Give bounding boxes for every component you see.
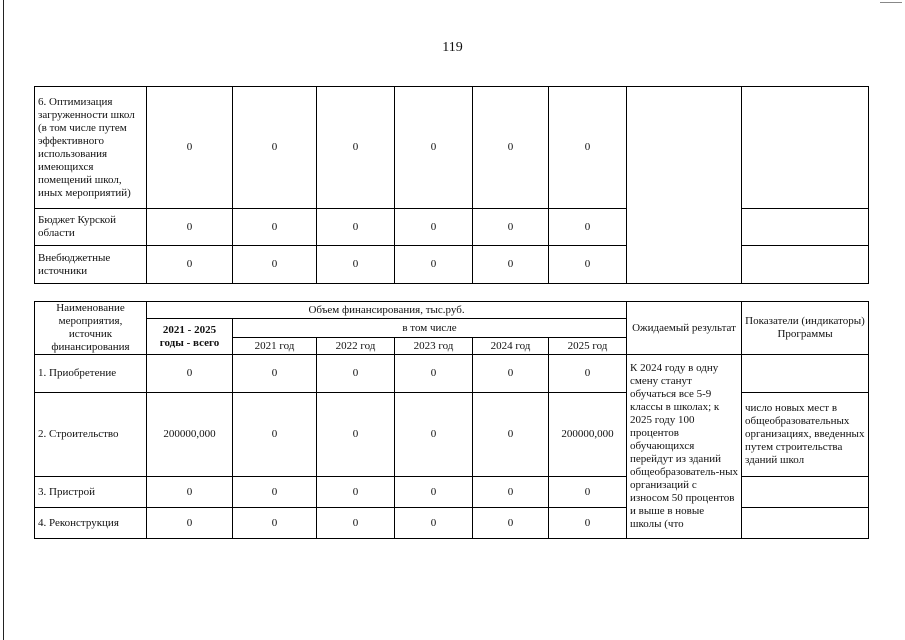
cell-2023: 0 — [395, 508, 473, 539]
header-year-2024: 2024 год — [473, 338, 549, 355]
cell-2022: 0 — [317, 209, 395, 246]
cell-total: 0 — [147, 209, 233, 246]
cell-2021: 0 — [233, 355, 317, 393]
cell-2024: 0 — [473, 87, 549, 209]
financing-table — [34, 301, 869, 539]
table-row — [35, 508, 869, 539]
indicator-cell — [742, 246, 869, 284]
cell-total: 0 — [147, 246, 233, 284]
table-row — [35, 209, 869, 246]
page-left-edge — [3, 0, 4, 640]
cell-total: 0 — [147, 87, 233, 209]
indicator-cell — [742, 355, 869, 393]
row-name-construction: 2. Строительство — [35, 393, 147, 477]
cell-2021: 0 — [233, 393, 317, 477]
cell-2022: 0 — [317, 508, 395, 539]
row-name-extrabudgetary: Внебюджетные источники — [35, 246, 147, 284]
cell-2023: 0 — [395, 477, 473, 508]
cell-2024: 0 — [473, 508, 549, 539]
cell-2024: 0 — [473, 393, 549, 477]
row-name-reconstruction: 4. Реконструкция — [35, 508, 147, 539]
row-name-regional-budget: Бюджет Курской области — [35, 209, 147, 246]
row-name-purchase: 1. Приобретение — [35, 355, 147, 393]
header-total-years: 2021 - 2025 — [162, 323, 217, 336]
scan-mark — [880, 2, 902, 3]
cell-2023: 0 — [395, 393, 473, 477]
cell-2025: 0 — [549, 246, 627, 284]
expected-result-cell — [627, 87, 742, 284]
cell-2023: 0 — [395, 87, 473, 209]
indicator-cell — [742, 209, 869, 246]
row-name-optimization: 6. Оптимизация загруженности школ (в том числе путем эффективного использования имеющихся помещений школ, иных мероприятий) — [35, 87, 147, 209]
cell-2022: 0 — [317, 246, 395, 284]
indicator-cell — [742, 87, 869, 209]
table-row — [35, 393, 869, 477]
header-year-2021: 2021 год — [233, 338, 317, 355]
cell-2024: 0 — [473, 209, 549, 246]
cell-2021: 0 — [233, 508, 317, 539]
cell-2025: 200000,000 — [549, 393, 627, 477]
indicator-text: число новых мест в общеобразовательных организациях, введенных путем строительства зданий школ — [742, 393, 869, 477]
header-activity-name: Наименование мероприятия, источник финансирования — [35, 302, 147, 355]
indicator-cell — [742, 508, 869, 539]
cell-total: 200000,000 — [147, 393, 233, 477]
cell-2024: 0 — [473, 355, 549, 393]
indicator-cell — [742, 477, 869, 508]
table-row — [35, 477, 869, 508]
cell-2024: 0 — [473, 246, 549, 284]
table-row — [35, 87, 869, 209]
expected-result-text: К 2024 году в одну смену станут обучаться все 5-9 классы в школах; к 2025 году 100 процентов обучающихся перейдут из зданий общеобразователь-ных организаций с износом 50 процентов и выше в новые школы (что — [627, 355, 742, 539]
cell-2021: 0 — [233, 477, 317, 508]
header-year-2023: 2023 год — [395, 338, 473, 355]
financing-table-continued — [34, 86, 869, 284]
cell-2022: 0 — [317, 477, 395, 508]
cell-2021: 0 — [233, 87, 317, 209]
header-total-suffix: годы - всего — [159, 336, 220, 349]
header-indicators: Показатели (индикаторы) Программы — [742, 302, 869, 355]
header-total-period — [147, 319, 233, 355]
table-row — [35, 246, 869, 284]
cell-2022: 0 — [317, 87, 395, 209]
header-year-2025: 2025 год — [549, 338, 627, 355]
cell-2025: 0 — [549, 508, 627, 539]
cell-2025: 0 — [549, 87, 627, 209]
header-funding-volume: Объем финансирования, тыс.руб. — [147, 302, 627, 319]
cell-2024: 0 — [473, 477, 549, 508]
page-number: 119 — [442, 40, 463, 55]
cell-2022: 0 — [317, 355, 395, 393]
cell-2025: 0 — [549, 209, 627, 246]
header-year-2022: 2022 год — [317, 338, 395, 355]
cell-2023: 0 — [395, 246, 473, 284]
row-name-extension: 3. Пристрой — [35, 477, 147, 508]
cell-2025: 0 — [549, 477, 627, 508]
cell-total: 0 — [147, 477, 233, 508]
cell-2021: 0 — [233, 246, 317, 284]
cell-2022: 0 — [317, 393, 395, 477]
cell-2023: 0 — [395, 209, 473, 246]
header-row — [35, 302, 869, 319]
header-expected-result: Ожидаемый результат — [627, 302, 742, 355]
cell-2023: 0 — [395, 355, 473, 393]
header-including: в том числе — [233, 319, 627, 338]
cell-total: 0 — [147, 355, 233, 393]
cell-2021: 0 — [233, 209, 317, 246]
cell-2025: 0 — [549, 355, 627, 393]
cell-total: 0 — [147, 508, 233, 539]
table-row — [35, 355, 869, 393]
